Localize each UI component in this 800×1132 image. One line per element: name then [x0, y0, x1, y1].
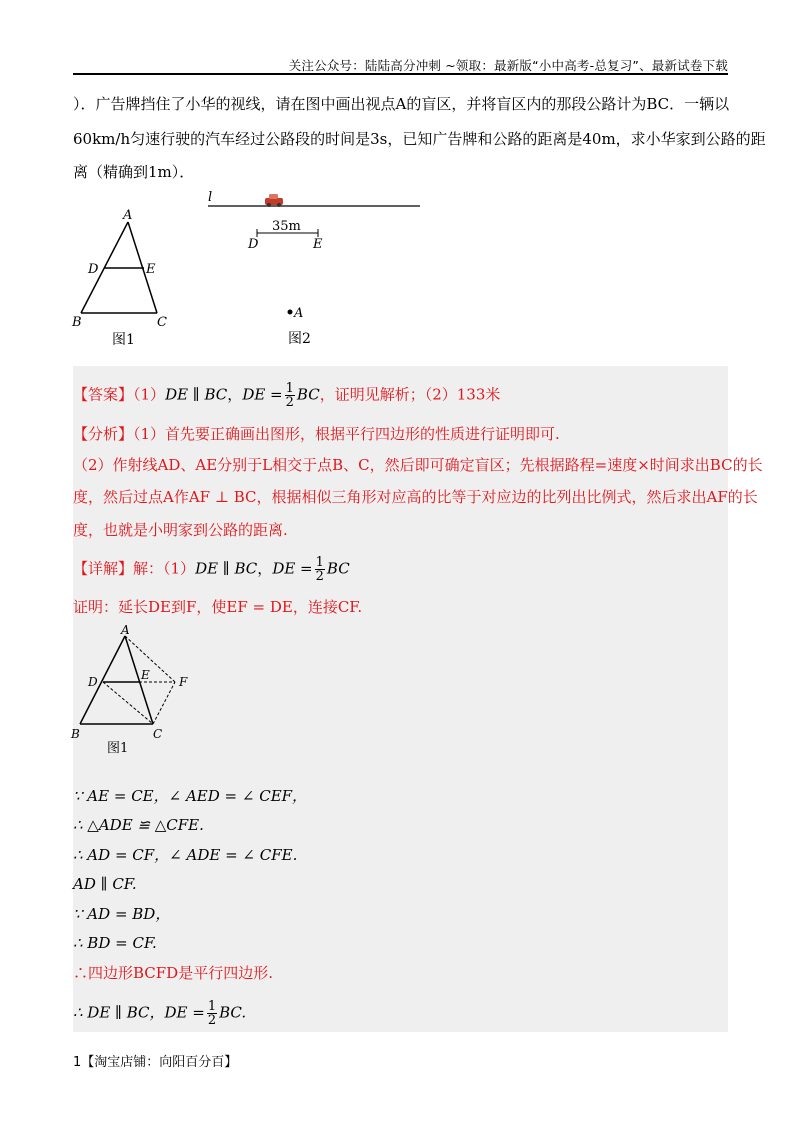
proof-line-1: ∵ AE = CE，∠ AED = ∠ CEF， — [73, 787, 308, 805]
answer-line — [73, 382, 500, 409]
detail-intro: 解：（1） — [133, 559, 196, 578]
analysis-line-3: 度，然后过点A作AF ⊥ BC，根据相似三角形对应高的比等于对应边的比列出比例式，然后求出AF的长 — [73, 488, 758, 506]
fig1-caption: 图1 — [112, 332, 135, 348]
answer-frac-den: 2 — [285, 395, 294, 410]
fig2-label-e: E — [313, 237, 323, 252]
fig2-distance: 35m — [272, 219, 301, 234]
fig3-label-a: A — [121, 623, 130, 637]
fig3-label-b: B — [71, 727, 80, 741]
problem-line-1: ）．广告牌挡住了小华的视线，请在图中画出视点A的盲区，并将盲区内的那段公路计为BC．一辆以 — [73, 95, 730, 113]
proof-intro: 证明：延长DE到F，使EF = DE，连接CF. — [73, 598, 363, 616]
answer-fraction — [285, 382, 295, 409]
fig2-line-label: l — [208, 190, 213, 205]
conclusion-line — [73, 1000, 246, 1027]
answer-frac-num: 1 — [285, 381, 294, 396]
fig3-caption: 图1 — [107, 741, 129, 756]
detail-tag: 【详解】 — [73, 559, 134, 578]
proof-line-4: AD ∥ CF. — [73, 875, 137, 893]
answer-expr-2-right: BC — [296, 385, 320, 404]
detail-expr-2-left: DE = — [272, 559, 313, 578]
answer-expr-2-left: DE = — [242, 385, 283, 404]
answer-part-1: （1） — [133, 385, 166, 404]
fig3-label-d: D — [88, 675, 98, 689]
fig3-label-e: E — [141, 668, 150, 682]
detail-sep: ， — [257, 559, 273, 578]
analysis-line-4: 度，也就是小明家到公路的距离. — [73, 521, 288, 539]
answer-tag: 【答案】 — [73, 385, 134, 404]
detail-expr-2-right: BC — [326, 559, 350, 578]
viewpoint-dot — [288, 310, 293, 315]
fig1-label-d: D — [88, 262, 99, 277]
fig1-label-b: B — [72, 315, 82, 330]
detail-fraction — [315, 556, 325, 583]
car-icon — [265, 194, 283, 207]
fig1-label-e: E — [146, 262, 156, 277]
fig2-label-a: A — [294, 306, 304, 321]
detail-frac-num: 1 — [315, 555, 324, 570]
conclusion-frac-den: 2 — [207, 1013, 217, 1028]
proof-line-6: ∴ BD = CF. — [73, 934, 157, 952]
conclusion-left: ∴ DE ∥ BC，DE = — [73, 1003, 205, 1022]
proof-line-5: ∵ AD = BD， — [73, 905, 171, 923]
figure-2 — [200, 185, 430, 350]
answer-part-2: ，证明见解析；（2）133米 — [319, 385, 501, 404]
conclusion-right: BC. — [219, 1003, 247, 1022]
figure-1 — [60, 200, 190, 350]
proof-line-7: ∴四边形BCFD是平行四边形. — [73, 964, 273, 982]
detail-line — [73, 556, 350, 583]
page-footer: 1【淘宝店铺：向阳百分百】 — [73, 1055, 238, 1070]
proof-line-3: ∴ AD = CF，∠ ADE = ∠ CFE. — [73, 846, 298, 864]
figure-3 — [65, 622, 195, 757]
fig3-label-f: F — [179, 675, 188, 689]
conclusion-fraction — [207, 1000, 217, 1027]
fig2-label-d: D — [248, 237, 259, 252]
analysis-line-2: （2）作射线AD、AE分别于L相交于点B、C，然后即可确定盲区；先根据路程=速度×时间求出BC的长 — [73, 456, 763, 474]
detail-expr-1: DE ∥ BC — [195, 559, 258, 578]
analysis-line-1 — [73, 424, 560, 444]
fig1-label-c: C — [157, 315, 167, 330]
problem-line-2: 60km/h匀速行驶的汽车经过公路段的时间是3s，已知广告牌和公路的距离是40m，求小华家到公路的距 — [73, 130, 766, 148]
fig2-caption: 图2 — [288, 331, 311, 347]
header-rule — [73, 73, 728, 75]
page-header: 关注公众号：陆陆高分冲刺 ~领取：最新版“小中高考-总复习”、最新试卷下载 — [288, 58, 728, 73]
proof-line-2: ∴ △ADE ≌ △CFE. — [73, 816, 204, 834]
fig3-label-c: C — [153, 727, 163, 741]
answer-expr-1: DE ∥ BC — [165, 385, 228, 404]
fig1-label-a: A — [123, 208, 133, 223]
problem-line-3: 离（精确到1m）． — [73, 163, 195, 181]
analysis-text-1: （1）首先要正确画出图形，根据平行四边形的性质进行证明即可. — [133, 425, 560, 443]
detail-frac-den: 2 — [315, 569, 324, 584]
conclusion-frac-num: 1 — [207, 999, 217, 1014]
analysis-tag: 【分析】 — [73, 425, 134, 443]
answer-sep: ， — [227, 385, 243, 404]
